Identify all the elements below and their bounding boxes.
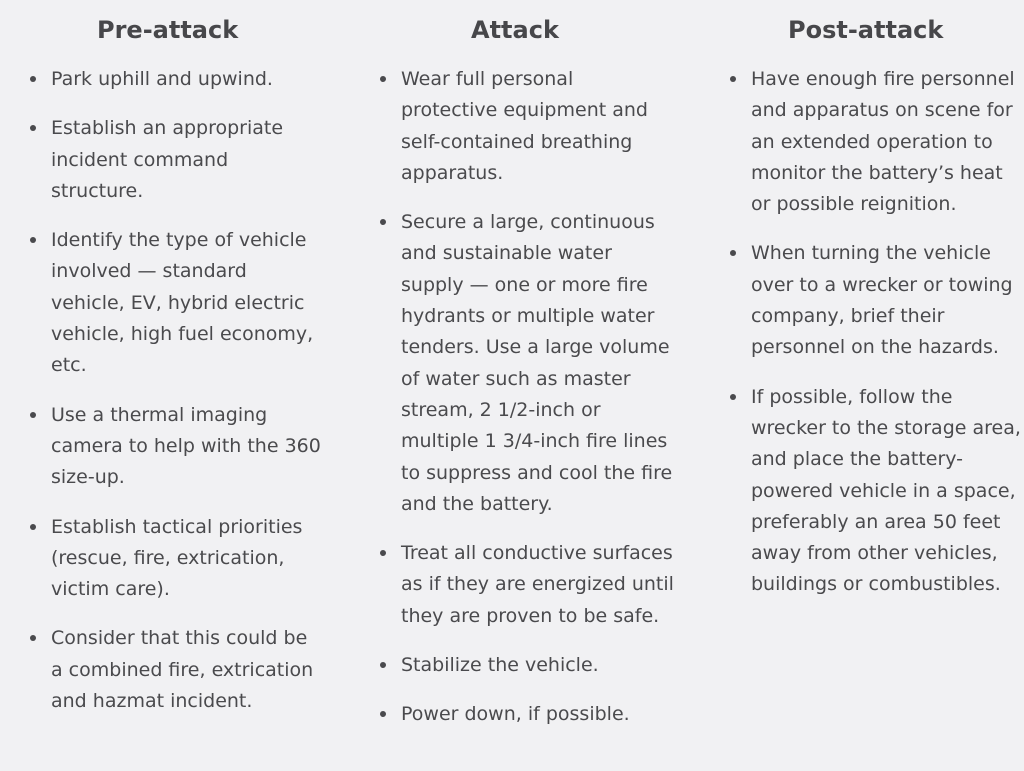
bullet-icon [380, 550, 386, 556]
list-item [372, 538, 674, 632]
column-post-attack [722, 0, 1024, 619]
bullet-icon [730, 394, 736, 400]
list-item [22, 623, 322, 717]
column-pre-attack [22, 0, 322, 735]
column-title-pre-attack: Pre-attack [97, 16, 239, 44]
list-item-text: Establish tactical priorities (rescue, fire, extrication, victim care). [51, 515, 303, 601]
bullet-icon [30, 237, 36, 243]
bullet-icon [30, 524, 36, 530]
list-item-text: Identify the type of vehicle involved — standard vehicle, EV, hybrid electric vehicle, high fuel economy, etc. [51, 229, 314, 377]
list-item [22, 113, 322, 207]
list-item-text: Wear full personal protective equipment and self-contained breathing apparatus. [401, 68, 648, 184]
list-item [22, 400, 322, 494]
bullet-icon [30, 412, 36, 418]
bullet-icon [730, 76, 736, 82]
bullet-icon [380, 711, 386, 717]
column-title-post-attack: Post-attack [788, 16, 944, 44]
list-item-text: Treat all conductive surfaces as if they are energized until they are proven to be safe. [401, 542, 674, 627]
list-item [372, 699, 674, 730]
bullet-icon [380, 662, 386, 668]
list-item-text: Stabilize the vehicle. [401, 654, 599, 677]
list-item-text: Power down, if possible. [401, 703, 630, 726]
bullet-icon [30, 635, 36, 641]
list-item [372, 650, 674, 681]
list-item-text: If possible, follow the wrecker to the storage area, and place the battery-powered vehicle in a space, preferably an area 50 feet away from other vehicles, buildings or combustibles. [751, 385, 1021, 596]
list-item [722, 382, 1024, 601]
list-item-text: Park uphill and upwind. [51, 68, 273, 90]
list-item [722, 64, 1024, 220]
list-item [22, 225, 322, 381]
list-item-text: When turning the vehicle over to a wrecker or towing company, brief their personnel on the hazards. [751, 242, 1013, 359]
bullet-icon [30, 125, 36, 131]
post-attack-list [722, 64, 1024, 601]
list-item [22, 64, 322, 95]
list-item-text: Consider that this could be a combined fire, extrication and hazmat incident. [51, 627, 314, 713]
pre-attack-list [22, 64, 322, 717]
list-item [722, 238, 1024, 363]
bullet-icon [380, 76, 386, 82]
list-item-text: Secure a large, continuous and sustainable water supply — one or more fire hydrants or multiple water tenders. Use a large volume of water such as master stream, 2 1/2-inch or multiple 1 3/4-inch fire lines to suppress and cool the fire and the battery. [401, 211, 673, 515]
list-item [22, 512, 322, 606]
list-item [372, 207, 674, 520]
attack-list [372, 64, 674, 731]
bullet-icon [730, 250, 736, 256]
bullet-icon [30, 76, 36, 82]
list-item-text: Establish an appropriate incident command structure. [51, 117, 284, 202]
column-attack [372, 0, 674, 749]
bullet-icon [380, 219, 386, 225]
list-item [372, 64, 674, 189]
list-item-text: Use a thermal imaging camera to help with the 360 size-up. [51, 403, 321, 489]
list-item-text: Have enough fire personnel and apparatus on scene for an extended operation to monitor the battery’s heat or possible reignition. [751, 68, 1015, 216]
column-title-attack: Attack [471, 16, 559, 44]
